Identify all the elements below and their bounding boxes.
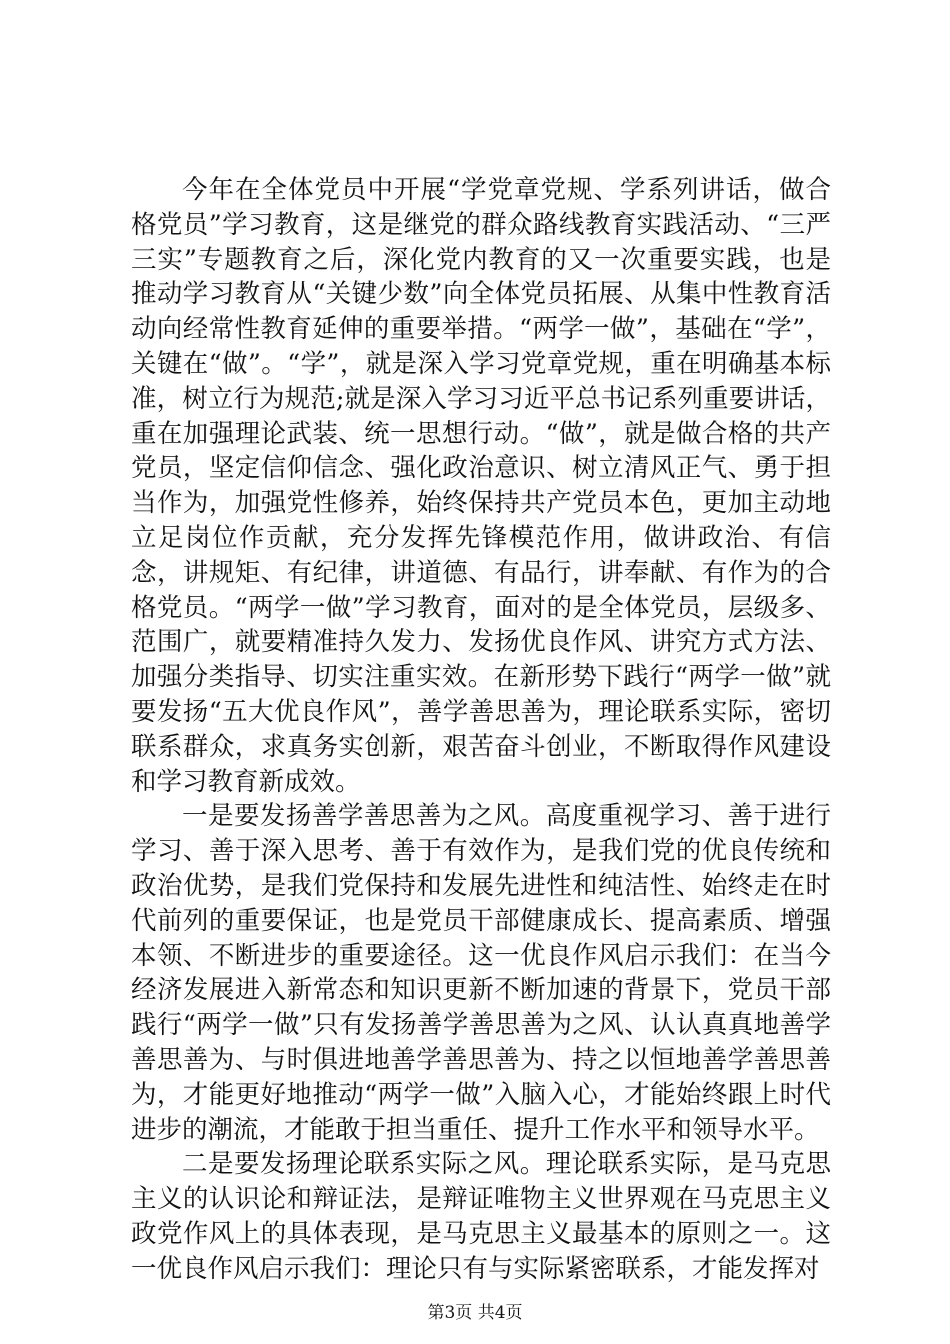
paragraph-point-two: 二是要发扬理论联系实际之风。理论联系实际，是马克思主义的认识论和辩证法，是辩证唯物主义世界观在马克思主义政党作风上的具体表现，是马克思主义最基本的原则之一。这一优良作风启示我们：理论只有与实际紧密联系，才能发挥对 — [131, 1149, 831, 1284]
paragraph-point-one: 一是要发扬善学善思善为之风。高度重视学习、善于进行学习、善于深入思考、善于有效作为，是我们党的优良传统和政治优势，是我们党保持和发展先进性和纯洁性、始终走在时代前列的重要保证，也是党员干部健康成长、提高素质、增强本领、不断进步的重要途径。这一优良作风启示我们：在当今经济发展进入新常态和知识更新不断加速的背景下，党员干部践行“两学一做”只有发扬善学善思善为之风、认认真真地善学善思善为、与时俱进地善学善思善为、持之以恒地善学善思善为，才能更好地推动“两学一做”入脑入心，才能始终跟上时代进步的潮流，才能敢于担当重任、提升工作水平和领导水平。 — [131, 801, 831, 1145]
page-number-footer: 第3页 共4页 — [427, 1303, 523, 1323]
document-body — [131, 173, 831, 1287]
paragraph-intro: 今年在全体党员中开展“学党章党规、学系列讲话，做合格党员”学习教育，这是继党的群众路线教育实践活动、“三严三实”专题教育之后，深化党内教育的又一次重要实践，也是推动学习教育从“关键少数”向全体党员拓展、从集中性教育活动向经常性教育延伸的重要举措。“两学一做”，基础在“学”，关键在“做”。“学”，就是深入学习党章党规，重在明确基本标准，树立行为规范;就是深入学习习近平总书记系列重要讲话，重在加强理论武装、统一思想行动。“做”，就是做合格的共产党员，坚定信仰信念、强化政治意识、树立清风正气、勇于担当作为，加强党性修养，始终保持共产党员本色，更加主动地立足岗位作贡献，充分发挥先锋模范作用，做讲政治、有信念，讲规矩、有纪律，讲道德、有品行，讲奉献、有作为的合格党员。“两学一做”学习教育，面对的是全体党员，层级多、范围广，就要精准持久发力、发扬优良作风、讲究方式方法、加强分类指导、切实注重实效。在新形势下践行“两学一做”就要发扬“五大优良作风”，善学善思善为，理论联系实际，密切联系群众，求真务实创新，艰苦奋斗创业，不断取得作风建设和学习教育新成效。 — [131, 175, 831, 797]
